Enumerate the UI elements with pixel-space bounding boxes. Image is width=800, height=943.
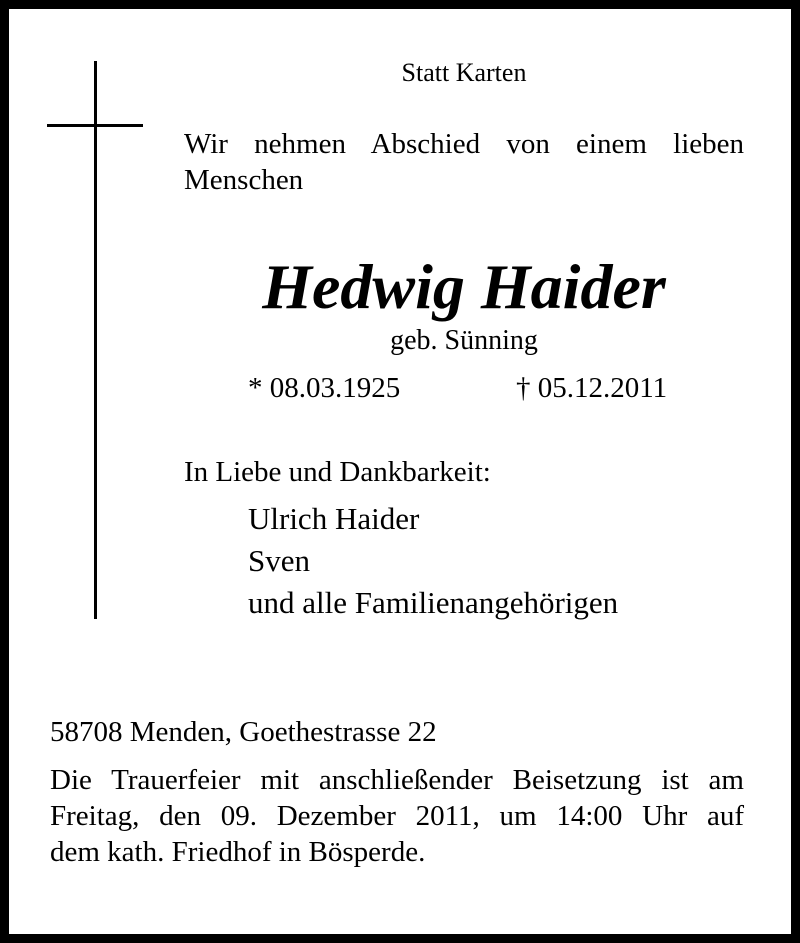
border-top [0, 0, 800, 9]
border-right [791, 0, 800, 943]
service-line-3: dem kath. Friedhof in Bösperde. [50, 836, 426, 868]
cross-vertical-bar [94, 61, 97, 619]
cross-horizontal-bar [47, 124, 143, 127]
address-text: 58708 Menden, Goethestrasse 22 [50, 716, 437, 748]
service-line-1: Die Trauerfeier mit anschließender Beisetzung ist am [50, 764, 744, 796]
mourner-3: und alle Familienangehörigen [248, 585, 619, 620]
border-left [0, 0, 9, 943]
intro-line-1: Wir nehmen Abschied von einem lieben [184, 128, 744, 160]
border-bottom [0, 934, 800, 943]
birth-date: * 08.03.1925 [248, 372, 401, 404]
mourner-1: Ulrich Haider [248, 501, 420, 536]
header-text: Statt Karten [401, 58, 527, 87]
mourner-2: Sven [248, 543, 310, 578]
maiden-name: geb. Sünning [390, 325, 538, 356]
service-line-2: Freitag, den 09. Dezember 2011, um 14:00 Uhr auf [50, 800, 744, 832]
death-date: † 05.12.2011 [516, 372, 668, 404]
dedication-text: In Liebe und Dankbarkeit: [184, 456, 491, 488]
deceased-name: Hedwig Haider [262, 251, 666, 322]
intro-line-2: Menschen [184, 164, 304, 196]
